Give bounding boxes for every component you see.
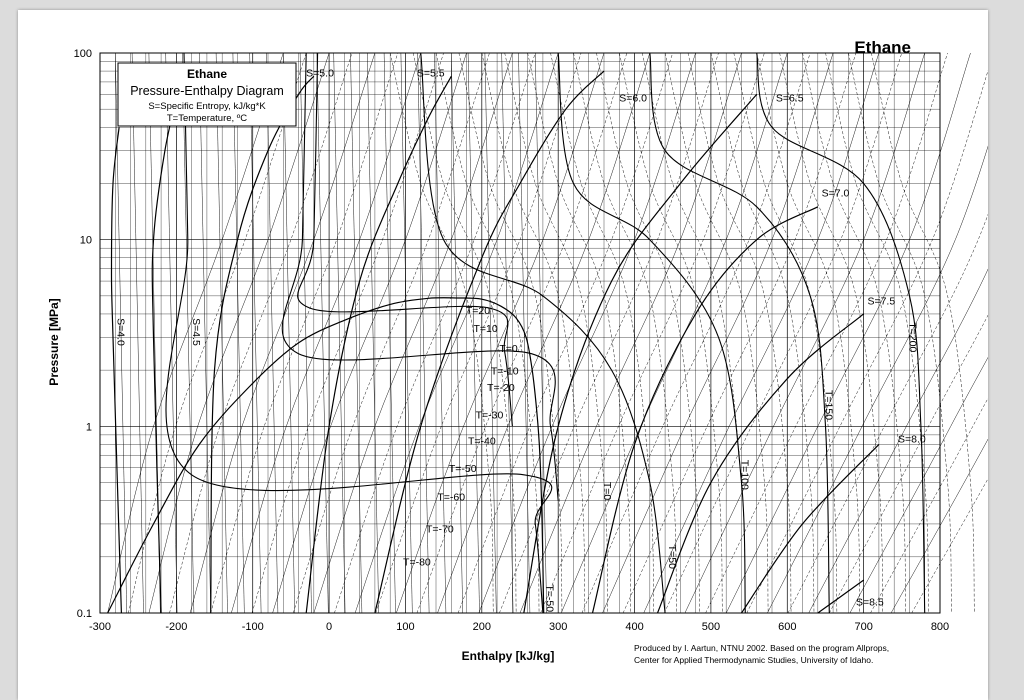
isentrope-curve bbox=[152, 82, 180, 613]
isentrope-curve bbox=[211, 76, 314, 613]
isentrope-curve bbox=[658, 314, 864, 613]
fine-isentrope bbox=[871, 53, 989, 613]
x-tick-label: 800 bbox=[930, 621, 950, 633]
x-tick-label: 200 bbox=[472, 621, 491, 633]
isotherm-label: T=-20 bbox=[487, 381, 515, 394]
isotherm-label: T=-40 bbox=[467, 435, 496, 448]
x-tick-label: 300 bbox=[549, 621, 568, 633]
fine-isotherm-liquid bbox=[267, 53, 278, 613]
x-tick-label: 600 bbox=[778, 621, 797, 633]
isentrope-label: S=7.0 bbox=[821, 187, 850, 200]
rotated-curve-label: T=0 bbox=[601, 481, 613, 501]
x-tick-label: 700 bbox=[854, 621, 873, 633]
fine-isotherm-liquid bbox=[535, 53, 546, 613]
isotherm-label: T=-70 bbox=[425, 523, 454, 536]
rotated-curve-label: T=-50 bbox=[543, 584, 556, 613]
rotated-curve-label: S=4.0 bbox=[114, 318, 127, 346]
credit-line-1: Produced by I. Aartun, NTNU 2002. Based on the program Allprops, bbox=[634, 643, 890, 653]
fine-isotherm-liquid bbox=[401, 53, 412, 613]
fine-isotherm-liquid bbox=[132, 53, 143, 613]
fine-isotherm-vapor bbox=[734, 53, 837, 613]
fine-isentrope bbox=[582, 53, 810, 613]
isotherm-curve bbox=[282, 53, 558, 501]
fine-isotherm-liquid bbox=[283, 53, 294, 613]
isentrope-label: S=6.5 bbox=[775, 92, 804, 105]
isotherm-label: T=10 bbox=[473, 323, 498, 336]
rotated-curve-label: T=50 bbox=[665, 544, 678, 569]
isotherm-label: T=20 bbox=[465, 304, 491, 317]
isotherm-label: T=-60 bbox=[437, 491, 466, 504]
fine-isentrope bbox=[252, 53, 444, 613]
legend-line-entropy: S=Specific Entropy, kJ/kg*K bbox=[148, 101, 266, 112]
isentrope-curve bbox=[593, 207, 818, 613]
fine-isotherm-liquid bbox=[233, 53, 244, 613]
legend-box bbox=[118, 63, 296, 126]
x-tick-label: 100 bbox=[396, 621, 415, 633]
isotherm-curve bbox=[558, 53, 745, 613]
fine-isentrope bbox=[231, 53, 420, 613]
isentrope-label: S=8.5 bbox=[856, 596, 884, 609]
fine-isotherm-liquid bbox=[334, 53, 345, 613]
isentrope-label: S=6.0 bbox=[619, 92, 648, 105]
rotated-curve-label: T=200 bbox=[906, 322, 919, 353]
isotherm-label: T=-50 bbox=[448, 462, 477, 475]
fine-isentrope bbox=[149, 53, 329, 613]
isotherm-label: T=-30 bbox=[475, 409, 504, 422]
fine-isotherm-vapor bbox=[871, 53, 974, 613]
fine-isotherm-liquid bbox=[317, 53, 328, 613]
rotated-curve-label: S=4.5 bbox=[190, 318, 203, 346]
fine-isentrope bbox=[520, 53, 742, 613]
fine-isentrope bbox=[685, 53, 925, 613]
x-tick-label: -300 bbox=[88, 621, 112, 633]
rotated-curve-label: T=150 bbox=[822, 390, 835, 421]
y-tick-label: 10 bbox=[79, 234, 92, 247]
fine-isentrope bbox=[499, 53, 718, 613]
rotated-curve-label: T=100 bbox=[738, 459, 751, 490]
legend-line-temperature: T=Temperature, ºC bbox=[166, 113, 248, 124]
isotherm-label: T=-10 bbox=[490, 365, 519, 378]
legend-subtitle: Pressure-Enthalpy Diagram bbox=[130, 84, 284, 98]
pressure-enthalpy-chart bbox=[18, 10, 988, 700]
fine-isentrope bbox=[767, 53, 988, 613]
isotherm-curve bbox=[757, 53, 925, 613]
isentrope-label: S=5.0 bbox=[306, 67, 334, 80]
fine-isotherm-liquid bbox=[250, 53, 261, 613]
y-tick-label: 0.1 bbox=[76, 608, 92, 620]
y-tick-label: 1 bbox=[85, 421, 92, 434]
x-tick-label: 400 bbox=[625, 621, 644, 633]
x-tick-label: -100 bbox=[241, 621, 264, 633]
fine-isotherm-liquid bbox=[367, 53, 378, 613]
legend-title: Ethane bbox=[186, 67, 228, 81]
fine-isentrope bbox=[128, 53, 306, 613]
fine-isotherm-vapor bbox=[551, 53, 654, 613]
fine-isentrope bbox=[561, 53, 787, 613]
isentrope-label: S=7.5 bbox=[867, 295, 896, 308]
chart-title: Ethane bbox=[854, 38, 911, 57]
credit-line-2: Center for Applied Thermodynamic Studies, University of Idaho. bbox=[634, 655, 874, 665]
x-axis-title: Enthalpy [kJ/kg] bbox=[461, 649, 555, 663]
isentrope-label: S=5.5 bbox=[416, 67, 445, 80]
fine-isotherm-liquid bbox=[351, 53, 362, 613]
y-axis-title: Pressure [MPa] bbox=[47, 298, 61, 386]
fine-isotherm-liquid bbox=[300, 53, 311, 613]
x-tick-label: 500 bbox=[701, 621, 721, 633]
x-tick-label: -200 bbox=[165, 621, 188, 633]
chart-page bbox=[18, 10, 988, 700]
x-tick-label: 0 bbox=[326, 621, 333, 633]
isotherm-label: T=0 bbox=[499, 343, 518, 356]
fine-isotherm-vapor bbox=[780, 53, 883, 613]
y-tick-label: 100 bbox=[73, 48, 92, 60]
isentrope-label: S=8.0 bbox=[898, 433, 926, 446]
isotherm-label: T=-80 bbox=[403, 556, 431, 569]
property-curves bbox=[108, 53, 925, 613]
